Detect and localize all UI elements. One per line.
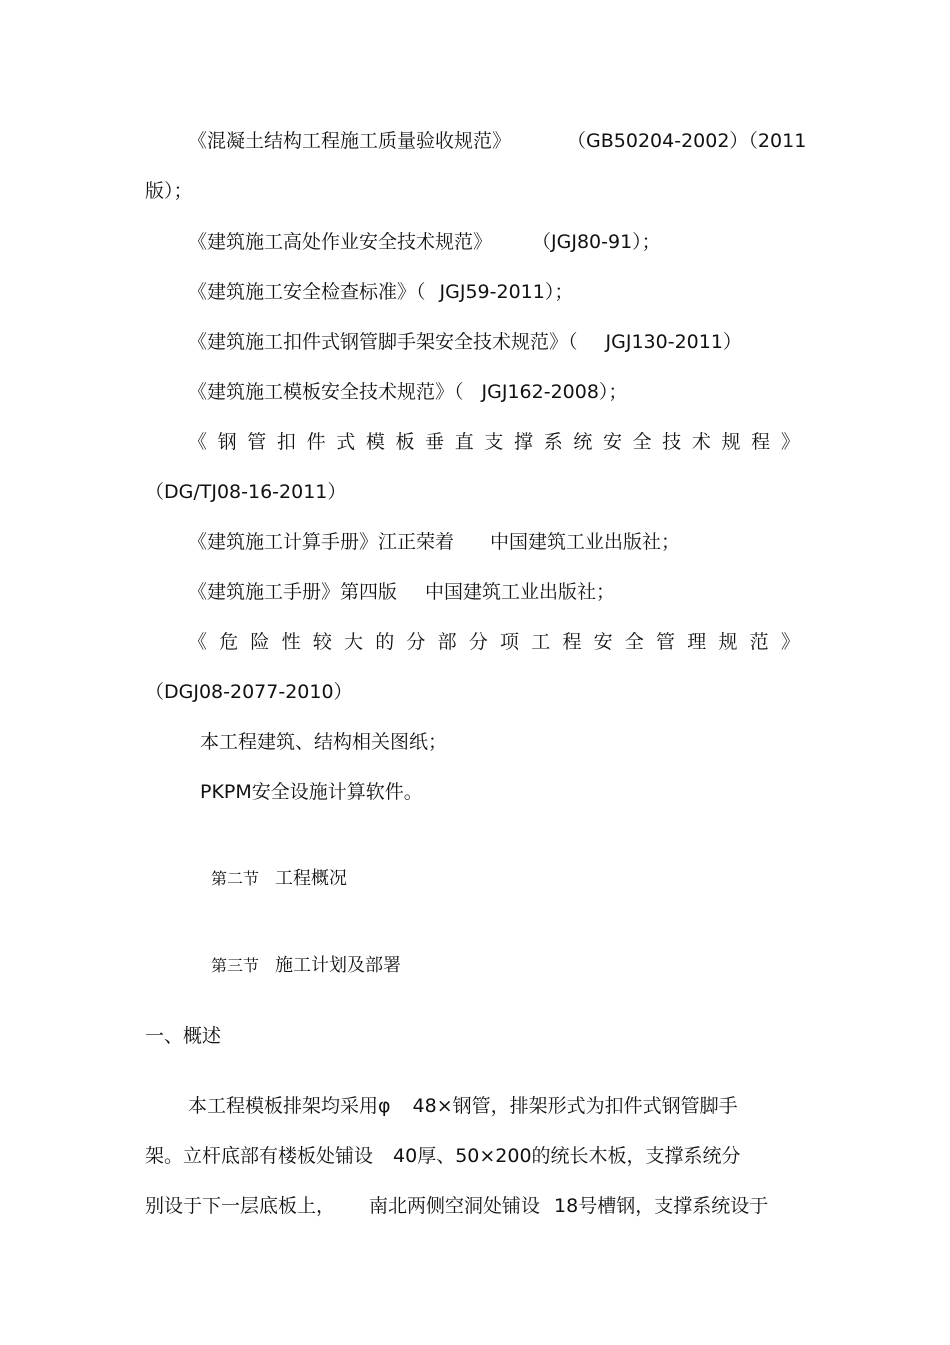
r9-char: 危 (219, 631, 239, 653)
r9-char: 分 (406, 631, 426, 653)
section-2-title: 工程概况 (275, 868, 348, 889)
overview-para-line-3 (145, 1193, 768, 1219)
ref-7-publisher: 中国建筑工业出版社； (490, 531, 681, 553)
ref-line-9-spaced (188, 629, 800, 655)
ref-4-title: 《建筑施工扣件式钢管脚手架安全技术规范》（ (188, 331, 578, 353)
r9-char: 管 (656, 631, 676, 653)
r6-char: 全 (632, 431, 652, 453)
r9-char: 安 (593, 631, 613, 653)
r9-char: 范 (749, 631, 769, 653)
r6-char: 模 (365, 431, 385, 453)
ref-line-1-cont (145, 178, 193, 204)
r9-char: 的 (375, 631, 395, 653)
overview-para-line-2 (145, 1143, 741, 1169)
ref-8-title: 《建筑施工手册》第四版 (188, 581, 398, 603)
section-2-heading (211, 866, 347, 892)
r6-char: 统 (573, 431, 593, 453)
ref-line-9-cont (145, 679, 353, 705)
ref-5-code: JGJ162-2008）； (481, 381, 628, 403)
ref-line-6-spaced (188, 429, 800, 455)
ref-line-2 (188, 229, 661, 255)
r9-char: 理 (687, 631, 707, 653)
overview-p2b: 40厚、50×200的统长木板，支撑系统分 (393, 1145, 741, 1167)
r6-char: 系 (543, 431, 563, 453)
ref-line-3 (188, 279, 573, 305)
overview-p3a: 别设于下一层底板上， (145, 1195, 336, 1217)
r9-char: 《 (188, 631, 208, 653)
ref-6-code: （DG/TJ08-16-2011） (145, 481, 347, 503)
section-3-title: 施工计划及部署 (275, 955, 402, 976)
ref-line-1 (188, 128, 806, 154)
ref-line-11 (200, 779, 423, 805)
ref-5-title: 《建筑施工模板安全技术规范》（ (188, 381, 464, 403)
r6-char: 《 (188, 431, 208, 453)
overview-p3b: 南北两侧空洞处铺设 (369, 1195, 541, 1217)
ref-2-title: 《建筑施工高处作业安全技术规范》 (188, 231, 493, 253)
overview-heading-text: 一、概述 (145, 1025, 222, 1047)
r6-char: 》 (780, 431, 800, 453)
r6-char: 程 (751, 431, 771, 453)
r6-char: 垂 (425, 431, 445, 453)
ref-line-6-cont (145, 479, 346, 505)
ref-line-10 (200, 729, 447, 755)
section-2-number: 第二节 (211, 869, 260, 888)
ref-1-edition: 版）； (145, 180, 193, 202)
r6-char: 扣 (276, 431, 296, 453)
ref-1-code: （GB50204-2002）（2011 (567, 130, 807, 152)
ref-2-code: （JGJ80-91）； (532, 231, 661, 253)
r6-char: 钢 (217, 431, 237, 453)
r6-char: 技 (662, 431, 682, 453)
r6-char: 术 (691, 431, 711, 453)
overview-p2a: 架。立杆底部有楼板处铺设 (145, 1145, 374, 1167)
r9-char: 程 (562, 631, 582, 653)
r9-char: 》 (780, 631, 800, 653)
r9-char: 项 (500, 631, 520, 653)
r9-char: 全 (624, 631, 644, 653)
r9-char: 工 (531, 631, 551, 653)
ref-9-code: （DGJ08-2077-2010） (145, 681, 353, 703)
ref-4-code: JGJ130-2011） (605, 331, 742, 353)
ref-line-4 (188, 329, 742, 355)
r6-char: 板 (395, 431, 415, 453)
ref-3-code: JGJ59-2011）； (439, 281, 574, 303)
overview-heading (145, 1023, 221, 1049)
r6-char: 规 (721, 431, 741, 453)
r6-char: 管 (247, 431, 267, 453)
overview-p3c: 18号槽钢，支撑系统设于 (554, 1195, 769, 1217)
ref-10-text: 本工程建筑、结构相关图纸； (200, 731, 448, 753)
section-3-number: 第三节 (211, 956, 260, 975)
r9-char: 大 (344, 631, 364, 653)
r9-char: 险 (250, 631, 270, 653)
ref-7-title: 《建筑施工计算手册》江正荣着 (188, 531, 455, 553)
r6-char: 安 (602, 431, 622, 453)
r9-char: 较 (312, 631, 332, 653)
r6-char: 撑 (514, 431, 534, 453)
r9-char: 规 (718, 631, 738, 653)
ref-line-8 (188, 579, 615, 605)
r6-char: 支 (484, 431, 504, 453)
ref-3-title: 《建筑施工安全检查标准》（ (188, 281, 426, 303)
r9-char: 部 (437, 631, 457, 653)
overview-para-line-1 (188, 1093, 738, 1119)
ref-8-publisher: 中国建筑工业出版社； (425, 581, 616, 603)
ref-1-title: 《混凝土结构工程施工质量验收规范》 (188, 130, 512, 152)
r6-char: 直 (454, 431, 474, 453)
ref-11-text: PKPM安全设施计算软件。 (200, 781, 423, 803)
ref-line-7 (188, 529, 680, 555)
overview-p1b: 48×钢管，排架形式为扣件式钢管脚手 (412, 1095, 738, 1117)
r9-char: 分 (468, 631, 488, 653)
ref-line-5 (188, 379, 627, 405)
overview-p1a: 本工程模板排架均采用φ (188, 1095, 391, 1117)
r9-char: 性 (281, 631, 301, 653)
r6-char: 件 (306, 431, 326, 453)
r6-char: 式 (336, 431, 356, 453)
section-3-heading (211, 953, 401, 979)
